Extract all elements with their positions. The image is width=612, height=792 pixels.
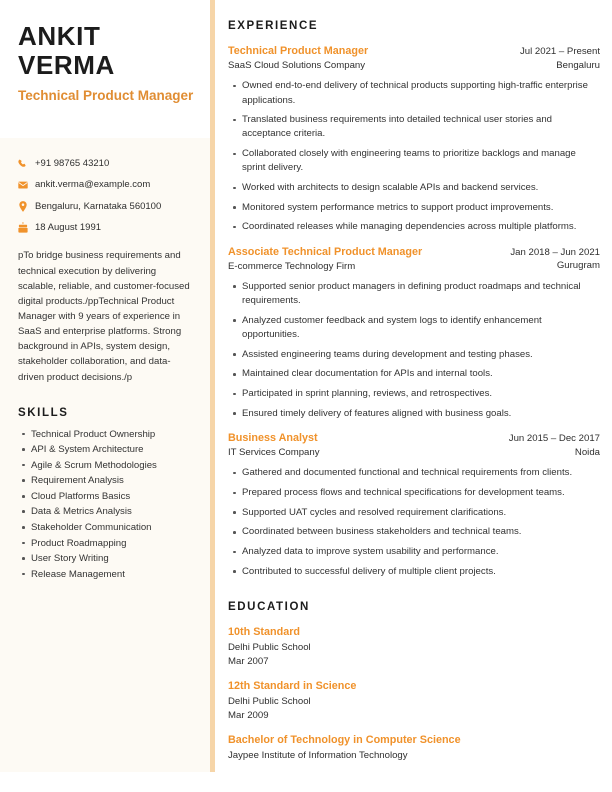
list-item: Worked with architects to design scalable APIs and backend services. <box>242 181 600 195</box>
experience-entry-header <box>228 431 600 460</box>
education-school: Jaypee Institute of Information Technology <box>228 749 408 761</box>
experience-entry <box>228 431 600 579</box>
list-item: Assisted engineering teams during development and testing phases. <box>242 348 600 362</box>
list-item: Product Roadmapping <box>31 536 196 552</box>
list-item: Monitored system performance metrics to support product improvements. <box>242 201 600 215</box>
job-company: SaaS Cloud Solutions Company <box>228 60 366 72</box>
list-item: Technical Product Ownership <box>31 427 196 443</box>
job-date: Jun 2015 – Dec 2017 <box>508 432 600 444</box>
list-item: Supported senior product managers in defining product roadmaps and technical requirements. <box>242 280 600 308</box>
education-school: Delhi Public School <box>228 695 311 707</box>
education-degree: Bachelor of Technology in Computer Science <box>228 733 461 746</box>
list-item: Participated in sprint planning, reviews, and retrospectives. <box>242 387 600 401</box>
list-item: User Story Writing <box>31 551 196 567</box>
list-item: Data & Metrics Analysis <box>31 504 196 520</box>
list-item: Supported UAT cycles and resolved requirement clarifications. <box>242 506 600 520</box>
contact-birthdate <box>18 222 196 234</box>
list-item: Translated business requirements into detailed technical user stories and acceptance criteria. <box>242 113 600 141</box>
candidate-role: Technical Product Manager <box>18 88 194 104</box>
contact-phone <box>18 158 196 170</box>
education-date: Mar 2007 <box>228 656 269 668</box>
list-item: Coordinated releases while managing dependencies across multiple platforms. <box>242 220 600 234</box>
experience-entry-left <box>228 245 500 274</box>
contact-birthdate-value: 18 August 1991 <box>35 222 102 234</box>
sidebar-body <box>0 138 210 772</box>
list-item: Ensured timely delivery of features aligned with business goals. <box>242 407 600 421</box>
skills-section-title: SKILLS <box>18 406 69 419</box>
list-item: Prepared process flows and technical specifications for development teams. <box>242 486 600 500</box>
education-entry <box>228 733 600 762</box>
contact-location <box>18 201 196 213</box>
job-title: Associate Technical Product Manager <box>228 245 423 258</box>
list-item: Gathered and documented functional and technical requirements from clients. <box>242 466 600 480</box>
contact-email-value: ankit.verma@example.com <box>35 179 151 191</box>
job-company: IT Services Company <box>228 447 320 459</box>
contact-phone-value: +91 98765 43210 <box>35 158 110 169</box>
job-title: Business Analyst <box>228 431 318 444</box>
list-item: Coordinated between business stakeholders and technical teams. <box>242 525 600 539</box>
vertical-divider <box>210 0 215 772</box>
list-item: Contributed to successful delivery of multiple client projects. <box>242 565 600 579</box>
list-item: Owned end-to-end delivery of technical products supporting high-traffic enterprise applications. <box>242 79 600 107</box>
job-date: Jul 2021 – Present <box>519 46 600 57</box>
experience-entry-meta <box>509 431 600 460</box>
education-degree: 12th Standard in Science <box>228 679 357 692</box>
list-item: Release Management <box>31 567 196 583</box>
job-bullet-list <box>228 280 600 421</box>
experience-entry-meta <box>510 245 600 274</box>
envelope-icon <box>18 179 28 190</box>
main-content <box>228 0 600 772</box>
education-date: Mar 2009 <box>228 710 269 722</box>
job-location: Bengaluru <box>556 59 600 71</box>
contact-email <box>18 179 196 191</box>
list-item: Agile & Scrum Methodologies <box>31 458 196 474</box>
job-date: Jan 2018 – Jun 2021 <box>510 246 600 258</box>
experience-section-title: EXPERIENCE <box>228 20 319 32</box>
list-item: Analyzed data to improve system usability and performance. <box>242 545 600 559</box>
contact-location-value: Bengaluru, Karnataka 560100 <box>35 200 162 212</box>
education-section-title: EDUCATION <box>228 600 310 613</box>
list-item: Stakeholder Communication <box>31 520 196 536</box>
job-location: Gurugram <box>556 260 600 272</box>
sidebar <box>0 0 210 772</box>
contact-list <box>18 158 196 234</box>
phone-icon <box>18 158 28 169</box>
location-pin-icon <box>18 201 28 212</box>
experience-entry <box>228 44 600 235</box>
candidate-name: ANKIT VERMA <box>18 21 115 81</box>
profile-summary: pTo bridge business requirements and technical execution by delivering scalable, reliable, and customer-focused digital products./ppTechnical Product Manager with 9 years of experience in SaaS and enterprise platforms. Strong background in APIs, system design, stakeholder collaboration, and data-driven product decisions./p <box>18 250 190 383</box>
experience-entry-left <box>228 431 499 460</box>
experience-entry-header <box>228 44 600 73</box>
list-item: Requirement Analysis <box>31 473 196 489</box>
skills-list <box>18 427 196 582</box>
job-title: Technical Product Manager <box>228 45 369 57</box>
list-item: Collaborated closely with engineering teams to prioritize backlogs and manage sprint delivery. <box>242 147 600 175</box>
experience-entry <box>228 245 600 421</box>
education-degree: 10th Standard <box>228 625 300 638</box>
job-bullet-list <box>228 466 600 579</box>
job-bullet-list <box>228 79 600 234</box>
cake-icon <box>18 222 28 233</box>
education-entry <box>228 679 600 723</box>
list-item: Maintained clear documentation for APIs and internal tools. <box>242 367 600 381</box>
experience-entry-header <box>228 245 600 274</box>
education-school: Delhi Public School <box>228 642 311 654</box>
list-item: Cloud Platforms Basics <box>31 489 196 505</box>
list-item: API & System Architecture <box>31 442 196 458</box>
job-location: Noida <box>574 446 600 458</box>
experience-entry-meta <box>520 44 600 73</box>
job-company: E-commerce Technology Firm <box>228 261 356 273</box>
education-entry <box>228 625 600 669</box>
list-item: Analyzed customer feedback and system logs to identify enhancement opportunities. <box>242 314 600 342</box>
sidebar-header <box>0 0 210 138</box>
experience-entry-left <box>228 44 510 73</box>
